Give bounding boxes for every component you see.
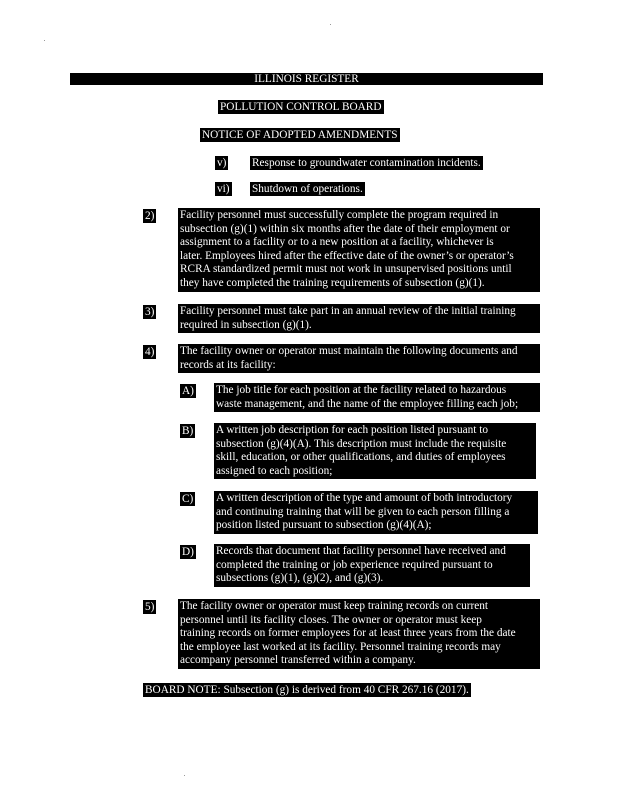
item-v-text: Response to groundwater contamination incidents.	[252, 157, 481, 169]
line: subsections (g)(1), (g)(2), and (g)(3).	[216, 572, 384, 585]
scan-speck	[44, 40, 45, 41]
item-vi-text: Shutdown of operations.	[252, 183, 363, 195]
sub-c-text	[214, 491, 538, 534]
line: The facility owner or operator must maintain the following documents and	[180, 345, 518, 357]
para-3-marker: 3)	[145, 306, 155, 318]
sub-d-text	[214, 544, 530, 587]
scan-speck	[330, 24, 331, 25]
item-vi-marker: vi)	[217, 183, 230, 195]
notice-title: NOTICE OF ADOPTED AMENDMENTS	[202, 129, 398, 141]
line: The facility owner or operator must keep training records on current	[180, 600, 489, 612]
register-header	[70, 73, 543, 85]
board-note: BOARD NOTE: Subsection (g) is derived from 40 CFR 267.16 (2017).	[145, 684, 469, 696]
line: assignment to a facility or to a new position at a facility, whichever is	[180, 236, 494, 249]
scan-speck	[184, 775, 185, 776]
line: accompany personnel transferred within a company.	[180, 654, 416, 667]
line: Facility personnel must successfully complete the program required in	[180, 209, 499, 221]
line: completed the training or job experience required pursuant to	[216, 558, 493, 571]
line: subsection (g)(1) within six months after the date of their employment or	[180, 222, 510, 235]
para-5-marker: 5)	[145, 601, 155, 613]
line: required in subsection (g)(1).	[180, 318, 312, 331]
line: personnel until its facility closes. The owner or operator must keep	[180, 613, 482, 626]
line: skill, education, or other qualifications, and duties of employees	[216, 451, 506, 464]
sub-c-marker: C)	[182, 493, 194, 505]
line: Facility personnel must take part in an annual review of the initial training	[180, 305, 516, 317]
para-2-marker: 2)	[145, 210, 155, 222]
register-title: ILLINOIS REGISTER	[254, 73, 359, 85]
line: and continuing training that will be given to each person filling a	[216, 505, 510, 518]
line: position listed pursuant to subsection (g)(4)(A);	[216, 519, 432, 532]
board-title: POLLUTION CONTROL BOARD	[220, 101, 382, 113]
line: later. Employees hired after the effective date of the owner’s or operator’s	[180, 249, 514, 262]
line: they have completed the training requirements of subsection (g)(1).	[180, 276, 485, 289]
sub-a-marker: A)	[182, 385, 194, 397]
line: waste management, and the name of the employee filling each job;	[216, 397, 519, 410]
sub-b-marker: B)	[182, 425, 194, 437]
para-2-text	[178, 208, 540, 292]
sub-d-marker: D)	[182, 546, 194, 558]
line: the employee last worked at its facility. Personnel training records may	[180, 640, 501, 653]
line: A written job description for each position listed pursuant to	[216, 424, 489, 436]
line: Records that document that facility personnel have received and	[216, 545, 506, 557]
sub-b-text	[214, 423, 536, 479]
para-4-marker: 4)	[145, 346, 155, 358]
line: records at its facility:	[180, 358, 276, 371]
line: subsection (g)(4)(A). This description must include the requisite	[216, 437, 507, 450]
para-3-text	[178, 304, 540, 333]
line: training records on former employees for at least three years from the date	[180, 627, 516, 640]
para-5-text	[178, 599, 540, 669]
para-4-text	[178, 344, 540, 373]
line: assigned to each position;	[216, 464, 333, 477]
item-v-marker: v)	[217, 157, 227, 169]
line: RCRA standardized permit must not work in unsupervised positions until	[180, 263, 512, 276]
line: The job title for each position at the facility related to hazardous	[216, 384, 507, 396]
line: A written description of the type and amount of both introductory	[216, 492, 513, 504]
sub-a-text	[214, 383, 540, 412]
